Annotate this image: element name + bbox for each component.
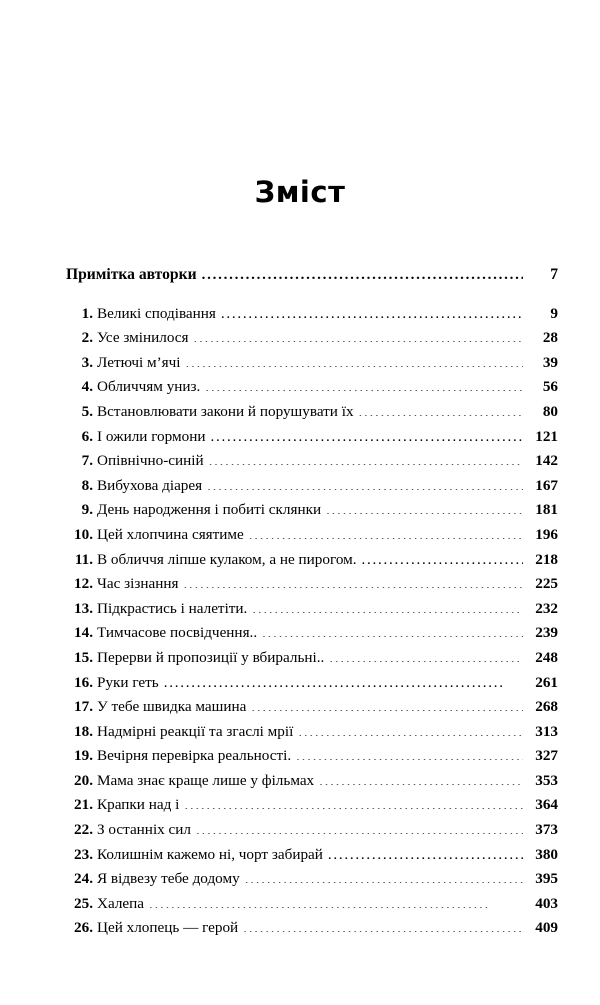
- toc-entry-number: 9.: [81, 501, 93, 519]
- toc-entry-title: Перерви й пропозиції у вбиральні..: [97, 648, 325, 666]
- dot-leader: [328, 843, 523, 858]
- toc-entry-page-number: 364: [535, 796, 558, 814]
- toc-entry-page-number: 380: [535, 845, 558, 863]
- page-title: Зміст: [254, 175, 346, 209]
- dot-leader: [262, 622, 523, 637]
- toc-entry-number: 8.: [81, 476, 93, 494]
- toc-entry-page-number: 232: [535, 599, 558, 617]
- toc-entry-title: Я відвезу тебе додому: [97, 870, 240, 888]
- toc-entry-title: Цей хлопець — герой: [97, 919, 239, 937]
- dot-leader: [164, 671, 523, 686]
- dot-leader: [196, 819, 523, 834]
- toc-entry-title: Усе змінилося: [97, 329, 189, 347]
- dot-leader: [243, 917, 523, 932]
- toc-entry-title: Руки геть: [97, 673, 159, 691]
- toc-entry-page-number: 327: [535, 747, 558, 765]
- toc-entry[interactable]: [66, 892, 558, 917]
- toc-entry-number: 22.: [74, 821, 93, 839]
- toc-entry[interactable]: [66, 474, 558, 499]
- toc-entry-page-number: 239: [535, 624, 558, 642]
- toc-entry-title: Халепа: [97, 894, 145, 912]
- toc-entry[interactable]: [66, 449, 558, 474]
- dot-leader: [205, 376, 523, 391]
- toc-entry-page-number: 225: [535, 575, 558, 593]
- toc-entry-number: 3.: [81, 353, 93, 371]
- toc-entry[interactable]: [66, 867, 558, 892]
- toc-entry-page-number: 196: [535, 525, 558, 543]
- toc-entry-page-number: 218: [535, 550, 558, 568]
- toc-entry-number: 11.: [74, 550, 93, 568]
- toc-entry-title: День народження і побиті склянки: [97, 501, 322, 519]
- toc-entry-page-number: 56: [542, 378, 558, 396]
- toc-entry[interactable]: [66, 818, 558, 843]
- dot-leader: [202, 263, 523, 279]
- toc-entry[interactable]: [66, 793, 558, 818]
- toc-entry-number: 14.: [74, 624, 93, 642]
- toc-entry-page-number: 261: [535, 673, 558, 691]
- toc-entry[interactable]: [66, 621, 558, 646]
- dot-leader: [298, 721, 523, 736]
- toc-entry[interactable]: [66, 572, 558, 597]
- toc-entry-number: 20.: [74, 771, 93, 789]
- dot-leader: [319, 770, 523, 785]
- toc-entry[interactable]: [66, 548, 558, 573]
- toc-entry-number: 12.: [74, 575, 93, 593]
- toc-entry-title: Мама знає краще лише у фільмах: [97, 771, 315, 789]
- toc-entry-title: Цей хлопчина сяятиме: [97, 525, 244, 543]
- toc-entry-number: 23.: [74, 845, 93, 863]
- toc-entry-number: 6.: [81, 427, 93, 445]
- toc-entry-page-number: 268: [535, 698, 558, 716]
- toc-entry-title: Обличчям униз.: [97, 378, 201, 396]
- toc-entry[interactable]: [66, 597, 558, 622]
- dot-leader: [207, 475, 523, 490]
- toc-entry-title: Вечірня перевірка реальності.: [97, 747, 292, 765]
- toc-entry[interactable]: [66, 843, 558, 868]
- toc-entry[interactable]: [66, 263, 558, 288]
- toc-entry-number: 21.: [74, 796, 93, 814]
- toc-entry-title: Примітка авторки: [66, 266, 197, 283]
- toc-entry[interactable]: [66, 326, 558, 351]
- toc-entry-page-number: 7: [550, 266, 558, 283]
- dot-leader: [184, 794, 523, 809]
- toc-entry-page-number: 353: [535, 771, 558, 789]
- dot-leader: [221, 302, 523, 317]
- dot-leader: [194, 327, 523, 342]
- dot-leader: [249, 524, 523, 539]
- toc-entry-title: І ожили гормони: [97, 427, 206, 445]
- dot-leader: [245, 868, 523, 883]
- toc-entry-number: 26.: [74, 919, 93, 937]
- toc-entry-title: Надмірні реакції та згаслі мрії: [97, 722, 294, 740]
- toc-entry[interactable]: [66, 744, 558, 769]
- toc-entry-page-number: 409: [535, 919, 558, 937]
- toc-entry-title: Тимчасове посвідчення..: [97, 624, 258, 642]
- dot-leader: [183, 573, 523, 588]
- toc-entry-number: 18.: [74, 722, 93, 740]
- toc-entry-title: Опівнічно-синій: [97, 452, 204, 470]
- toc-entry[interactable]: [66, 916, 558, 941]
- toc-entry[interactable]: [66, 375, 558, 400]
- toc-entry-page-number: 248: [535, 648, 558, 666]
- toc-entry-number: 15.: [74, 648, 93, 666]
- toc-entry-number: 24.: [74, 870, 93, 888]
- toc-entry-title: Час зізнання: [97, 575, 179, 593]
- toc-entry[interactable]: [66, 523, 558, 548]
- toc-entry-title: З останніх сил: [97, 821, 191, 839]
- toc-entry-title: Крапки над і: [97, 796, 180, 814]
- toc-entry-page-number: 181: [535, 501, 558, 519]
- toc-entry-page-number: 167: [535, 476, 558, 494]
- dot-leader: [210, 425, 523, 440]
- toc-entry-number: 16.: [74, 673, 93, 691]
- dot-leader: [296, 745, 523, 760]
- toc-entry-page-number: 373: [535, 821, 558, 839]
- toc-entry-title: В обличчя ліпше кулаком, а не пирогом.: [97, 550, 357, 568]
- dot-leader: [329, 647, 523, 662]
- dot-leader: [362, 548, 523, 563]
- toc-entry[interactable]: [66, 695, 558, 720]
- toc-entry-number: 1.: [81, 304, 93, 322]
- toc-entry-page-number: 121: [535, 427, 558, 445]
- dot-leader: [186, 352, 523, 367]
- toc-entry[interactable]: [66, 400, 558, 425]
- dot-leader: [359, 401, 523, 416]
- dot-leader: [326, 499, 523, 514]
- toc-entry[interactable]: [66, 425, 558, 450]
- toc-entry-title: У тебе швидка машина: [97, 698, 247, 716]
- toc-entry-number: 25.: [74, 894, 93, 912]
- toc-entry[interactable]: [66, 720, 558, 745]
- toc-entry[interactable]: [66, 302, 558, 327]
- toc-entry[interactable]: [66, 646, 558, 671]
- toc-entry-page-number: 28: [542, 329, 558, 347]
- toc-entry-title: Великі сподівання: [97, 304, 216, 322]
- toc-entry-page-number: 9: [550, 304, 558, 322]
- toc-entry[interactable]: [66, 769, 558, 794]
- toc-entry-number: 2.: [81, 329, 93, 347]
- dot-leader: [149, 893, 523, 908]
- table-of-contents-list: [66, 263, 558, 941]
- toc-entry-page-number: 313: [535, 722, 558, 740]
- toc-entry-page-number: 395: [535, 870, 558, 888]
- toc-entry-title: Підкрастись і налетіти.: [97, 599, 248, 617]
- toc-entry[interactable]: [66, 351, 558, 376]
- toc-entry[interactable]: [66, 498, 558, 523]
- toc-entry-page-number: 80: [542, 402, 558, 420]
- dot-leader: [251, 696, 523, 711]
- dot-leader: [209, 450, 523, 465]
- toc-entry-number: 7.: [81, 452, 93, 470]
- toc-entry-page-number: 142: [535, 452, 558, 470]
- dot-leader: [252, 598, 523, 613]
- toc-entry-number: 17.: [74, 698, 93, 716]
- toc-entry-title: Встановлювати закони й порушувати їх: [97, 402, 354, 420]
- toc-entry-number: 4.: [81, 378, 93, 396]
- toc-entry-number: 5.: [81, 402, 93, 420]
- toc-entry[interactable]: [66, 671, 558, 696]
- toc-entry-title: Колишнім кажемо ні, чорт забирай: [97, 845, 323, 863]
- toc-entry-page-number: 403: [535, 894, 558, 912]
- toc-entry-number: 19.: [74, 747, 93, 765]
- toc-entry-title: Вибухова діарея: [97, 476, 203, 494]
- toc-entry-page-number: 39: [542, 353, 558, 371]
- toc-entry-number: 13.: [74, 599, 93, 617]
- toc-entry-title: Летючі м’ячі: [97, 353, 181, 371]
- toc-entry-number: 10.: [74, 525, 93, 543]
